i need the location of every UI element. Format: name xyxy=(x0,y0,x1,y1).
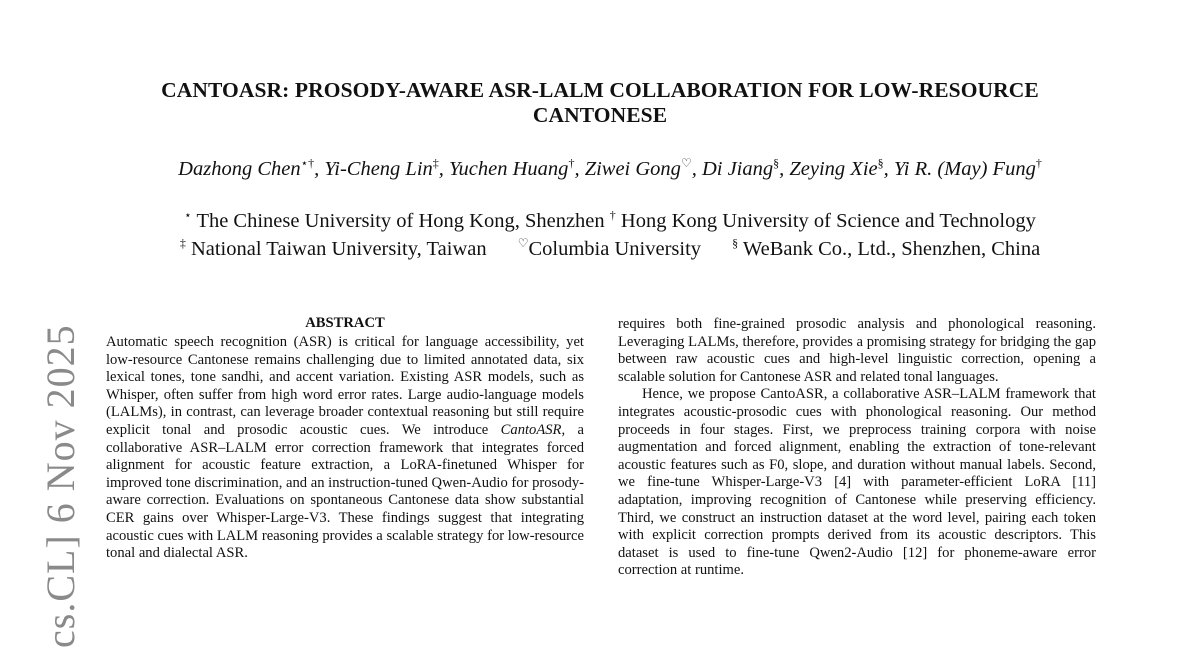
author-name: Yi-Cheng Lin xyxy=(324,157,433,180)
affiliation-text: Hong Kong University of Science and Technology xyxy=(620,209,1036,232)
intro-column xyxy=(618,316,1096,580)
affiliation-text: The Chinese University of Hong Kong, Shenzhen xyxy=(196,209,605,232)
author-list: Dazhong Chen⋆†, Yi-Cheng Lin‡, Yuchen Huang†, Ziwei Gong♡, Di Jiang§, Zeying Xie§, Yi R. (May) Fung† xyxy=(178,156,1042,180)
author-name: Zeying Xie xyxy=(789,157,878,180)
author-name: Ziwei Gong xyxy=(584,157,681,180)
abstract-body xyxy=(106,334,584,563)
author-name: Yi R. (May) Fung xyxy=(893,157,1036,180)
abstract-heading: ABSTRACT xyxy=(305,315,385,331)
affiliation-line-1 xyxy=(40,208,1180,233)
author-mark: ♡ xyxy=(680,156,692,170)
author-mark: ⋆† xyxy=(300,156,315,170)
affiliation-mark: ‡ xyxy=(179,236,186,250)
affiliation-text: National Taiwan University, Taiwan xyxy=(190,237,487,260)
intro-paragraph: Hence, we propose CantoASR, a collaborative ASR–LALM framework that integrates acoustic-prosodic cues with phonological reasoning. Our method proceeds in four stages. First, we preprocess training corpora with noise augmentation and forced alignment, enabling the extraction of tone-relevant acoustic features such as F0, slope, and duration without manual labels. Second, we fine-tune Whisper-Large-V3 [4] with parameter-efficient LoRA [11] adaptation, improving recognition of Cantonese while preserving efficiency. Third, we construct an instruction dataset at the word level, pairing each token with explicit correction prompts derived from its acoustic descriptors. This dataset is used to fine-tune Qwen2-Audio [12] for phoneme-aware error correction at runtime. xyxy=(618,386,1096,579)
abstract-paragraph xyxy=(106,334,584,563)
author-mark: † xyxy=(568,156,575,170)
affiliation-text: WeBank Co., Ltd., Shenzhen, China xyxy=(742,237,1041,260)
author-mark: § xyxy=(773,156,780,170)
paper-title: CANTOASR: PROSODY-AWARE ASR-LALM COLLABORATION FOR LOW-RESOURCE CANTONESE xyxy=(161,78,1039,127)
intro-paragraph: requires both fine-grained prosodic analysis and phonological reasoning. Leveraging LALMs, therefore, provides a promising strategy for bridging the gap between raw acoustic cues and high-level linguistic correction, opening a scalable solution for Cantonese ASR and related tonal languages. xyxy=(618,316,1096,385)
affiliation-line-2 xyxy=(40,236,1180,261)
author-name: Dazhong Chen xyxy=(178,157,301,180)
arxiv-side-stamp: cs.CL] 6 Nov 2025 xyxy=(38,324,83,648)
author-name: Di Jiang xyxy=(701,157,774,180)
author-mark: ‡ xyxy=(432,156,439,170)
author-name: Yuchen Huang xyxy=(449,157,569,180)
author-mark: † xyxy=(1035,156,1042,170)
affiliation-mark: § xyxy=(732,236,739,250)
abstract-text-part: , a collaborative ASR–LALM error correction framework that integrates forced alignment for acoustic feature extraction, a LoRA-finetuned Whisper for improved tone discrimination, and an instruction-tuned Qwen-Audio for prosody-aware correction. Evaluations on spontaneous Cantonese data show substantial CER gains over Whisper-Large-V3. These findings suggest that integrating acoustic cues with LALM reasoning provides a scalable strategy for low-resource tonal and dialectal ASR. xyxy=(106,421,584,562)
affiliation-mark: ♡ xyxy=(517,236,529,250)
affiliation-mark: ⋆ xyxy=(184,208,192,222)
affiliation-mark: † xyxy=(609,208,616,222)
method-name: CantoASR xyxy=(500,421,562,438)
affiliation-text: Columbia University xyxy=(528,237,702,260)
author-mark: § xyxy=(877,156,884,170)
abstract-text-part: Automatic speech recognition (ASR) is critical for language accessibility, yet low-resource Cantonese remains challenging due to limited annotated data, six lexical tones, tone sandhi, and accent variation. Existing ASR models, such as Whisper, often suffer from high word error rates. Large audio-language models (LALMs), in contrast, can leverage broader contextual reasoning but still require explicit tonal and prosodic acoustic cues. We introduce xyxy=(106,334,584,438)
